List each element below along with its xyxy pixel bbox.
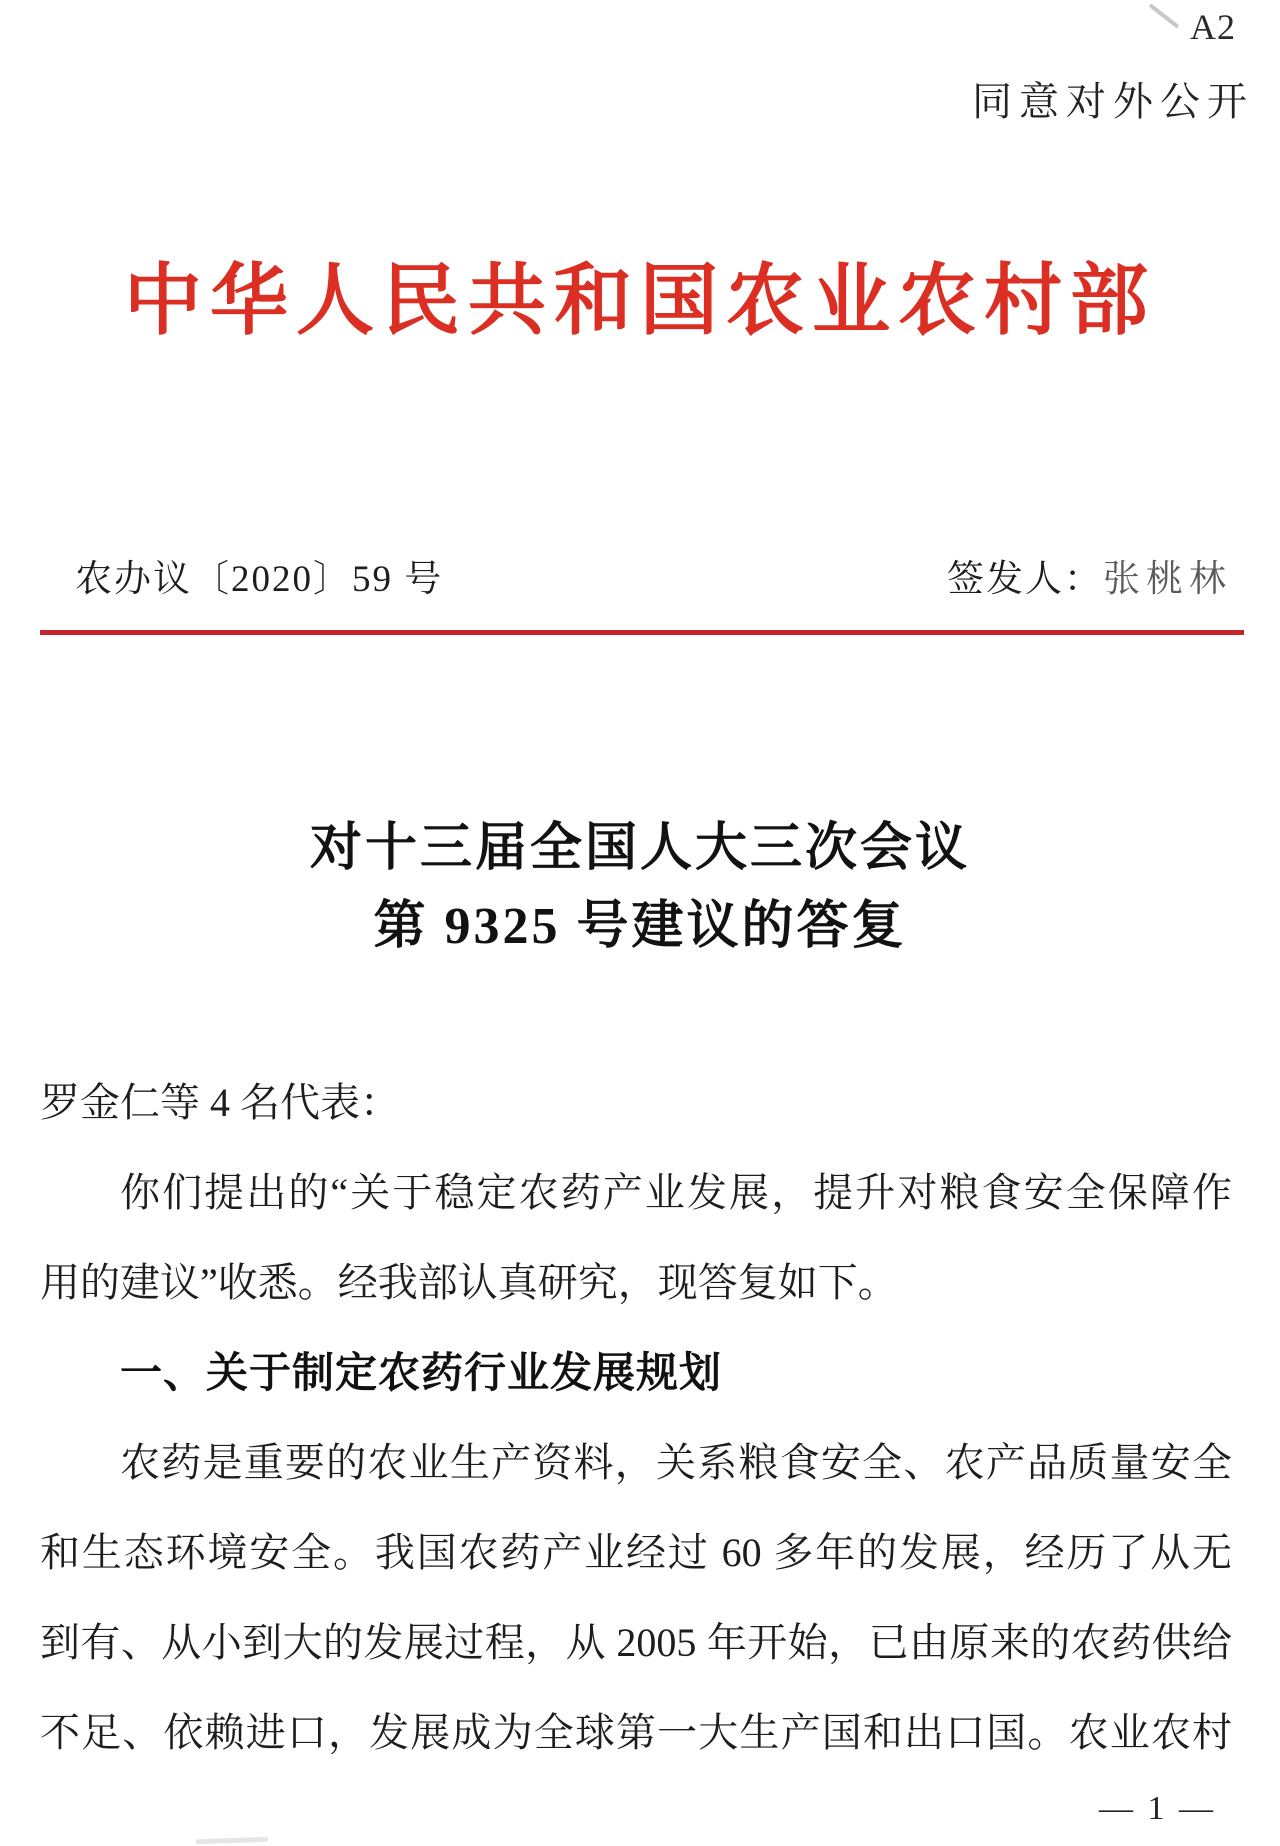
salutation: 罗金仁等 4 名代表：	[40, 1080, 400, 1125]
issuer-name: 张桃林	[1103, 559, 1232, 600]
doc-title-line2: 第 9325 号建议的答复	[373, 898, 907, 955]
body-line: 用的建议”收悉。经我部认真研究，现答复如下。	[40, 1260, 898, 1305]
body-line: 你们提出的“关于稳定农药产业发展，提升对粮食安全保障作	[120, 1170, 1232, 1215]
doc-number-row	[75, 558, 1232, 602]
corner-code: A2	[1190, 7, 1236, 47]
doc-number: 农办议〔2020〕59 号	[75, 559, 444, 600]
body-text	[40, 1058, 1232, 1778]
body-line: 不足、依赖进口，发展成为全球第一大生产国和出口国。农业农村	[40, 1710, 1232, 1755]
doc-title-line1: 对十三届全国人大三次会议	[309, 820, 970, 877]
body-line: 到有、从小到大的发展过程，从 2005 年开始，已由原来的农药供给	[40, 1620, 1232, 1665]
org-header-title: 中华人民共和国农业农村部	[123, 257, 1156, 344]
doc-title	[0, 810, 1280, 966]
scan-artifact-top	[1149, 3, 1180, 28]
red-separator-rule	[40, 630, 1244, 635]
body-line: 和生态环境安全。我国农药产业经过 60 多年的发展，经历了从无	[40, 1530, 1232, 1575]
disclosure-note: 同意对外公开	[972, 80, 1254, 124]
page-number: — 1 —	[1099, 1790, 1216, 1827]
issuer	[947, 558, 1232, 602]
issuer-label: 签发人：	[947, 559, 1103, 600]
body-line: 农药是重要的农业生产资料，关系粮食安全、农产品质量安全	[120, 1440, 1232, 1485]
scan-artifact-bottom	[196, 1837, 268, 1845]
section-heading: 一、关于制定农药行业发展规划	[120, 1349, 723, 1396]
